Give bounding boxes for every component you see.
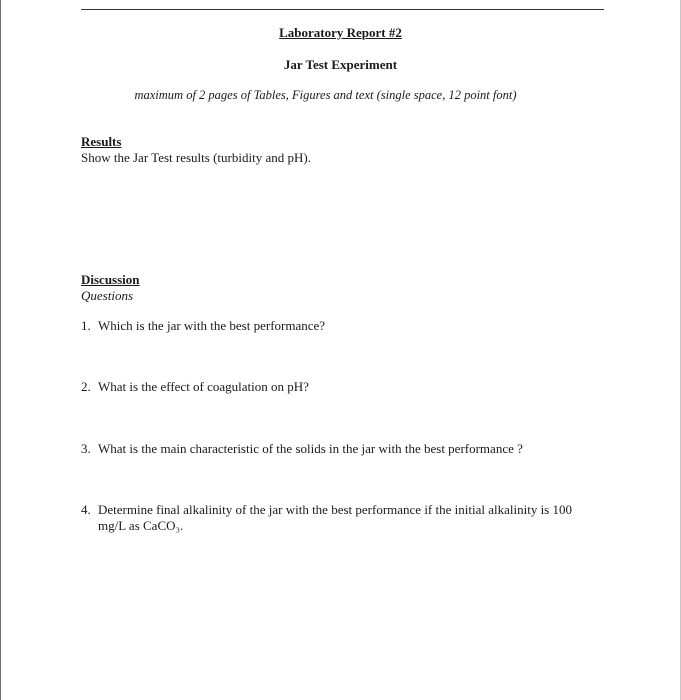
question-text: Determine final alkalinity of the jar with the best performance if the initial alkalinity is 100 mg/L as CaCO₃. [98,502,572,533]
discussion-heading: Discussion [81,272,140,287]
question-text: Which is the jar with the best performance? [98,318,326,333]
question-4 [81,502,591,534]
question-number: 4. [81,502,91,517]
results-heading: Results [81,134,122,149]
report-title: Laboratory Report #2 [279,25,402,40]
question-number: 2. [81,379,91,394]
question-text: What is the main characteristic of the solids in the jar with the best performance ? [98,441,523,456]
experiment-title: Jar Test Experiment [283,57,398,72]
question-3 [81,441,591,457]
page-left-border [0,0,1,700]
questions-subheading: Questions [81,288,133,303]
question-number: 1. [81,318,91,333]
header-rule [81,9,604,10]
question-1 [81,318,591,334]
question-text: What is the effect of coagulation on pH? [98,379,309,394]
page-limit-note: maximum of 2 pages of Tables, Figures and text (single space, 12 point font) [134,88,517,102]
question-2 [81,379,591,395]
results-instruction: Show the Jar Test results (turbidity and pH). [81,150,311,165]
question-number: 3. [81,441,91,456]
